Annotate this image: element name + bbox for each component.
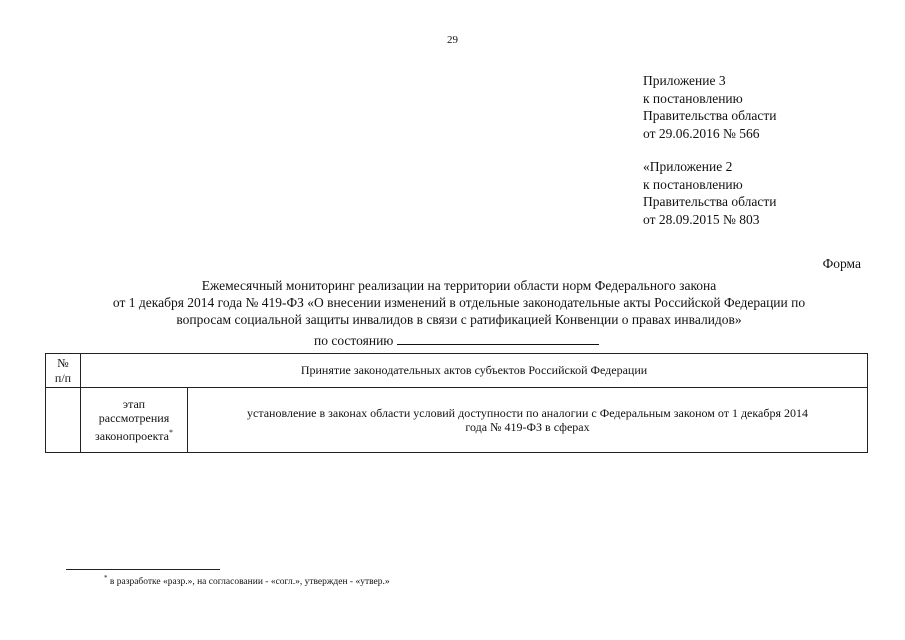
column-number-header: [46, 354, 81, 388]
monitoring-table: [45, 353, 868, 453]
column-heading-legislation: Принятие законодательных актов субъектов Российской Федерации: [81, 354, 868, 388]
status-date-blank: [397, 331, 599, 345]
appendix-line: «Приложение 2: [643, 159, 733, 174]
description-line: установление в законах области условий доступности по аналогии с Федеральным законом от 1 декабря 2014: [247, 405, 808, 420]
description-cell: [188, 388, 868, 453]
footnote-mark: *: [169, 427, 173, 437]
appendix-line: к постановлению: [643, 90, 743, 106]
status-label: по состоянию: [314, 333, 394, 348]
appendix-line: от 29.06.2016 № 566: [643, 125, 760, 141]
stage-line: рассмотрения: [98, 411, 170, 426]
form-label: Форма: [822, 256, 861, 271]
description-line: года № 419-ФЗ в сферах: [465, 420, 590, 434]
header-num-line: п/п: [54, 370, 72, 385]
footnote-mark: *: [104, 574, 108, 582]
header-num-line: №: [57, 356, 69, 370]
stage-cell: [81, 388, 188, 453]
row-number-cell: [46, 388, 81, 453]
footnote-text: в разработке «разр.», на согласовании - «согл.», утвержден - «утвер.»: [107, 577, 390, 588]
footnote: [104, 574, 390, 587]
appendix-2-reference: [643, 158, 776, 228]
page-number: 29: [447, 34, 458, 46]
table-row: [46, 388, 868, 453]
appendix-line: Приложение 3: [643, 73, 726, 88]
document-title: [40, 277, 878, 328]
table-header-row: [46, 354, 868, 388]
stage-line: этап: [122, 396, 146, 411]
appendix-line: Правительства области: [643, 194, 777, 209]
title-line: Ежемесячный мониторинг реализации на территории области норм Федерального закона: [201, 278, 717, 293]
footnote-divider: [66, 569, 220, 570]
title-line: от 1 декабря 2014 года № 419-ФЗ «О внесении изменений в отдельные законодательные акты Российской Федерации по: [112, 295, 806, 310]
appendix-3-reference: [643, 72, 776, 142]
appendix-line: к постановлению: [643, 176, 743, 192]
title-line: вопросам социальной защиты инвалидов в связи с ратификацией Конвенции о правах инвалидов»: [176, 312, 742, 327]
appendix-line: от 28.09.2015 № 803: [643, 211, 760, 227]
appendix-line: Правительства области: [643, 108, 777, 123]
status-date-line: [314, 331, 599, 349]
stage-line-with-mark: [81, 426, 187, 444]
stage-line: законопроекта: [95, 428, 169, 443]
